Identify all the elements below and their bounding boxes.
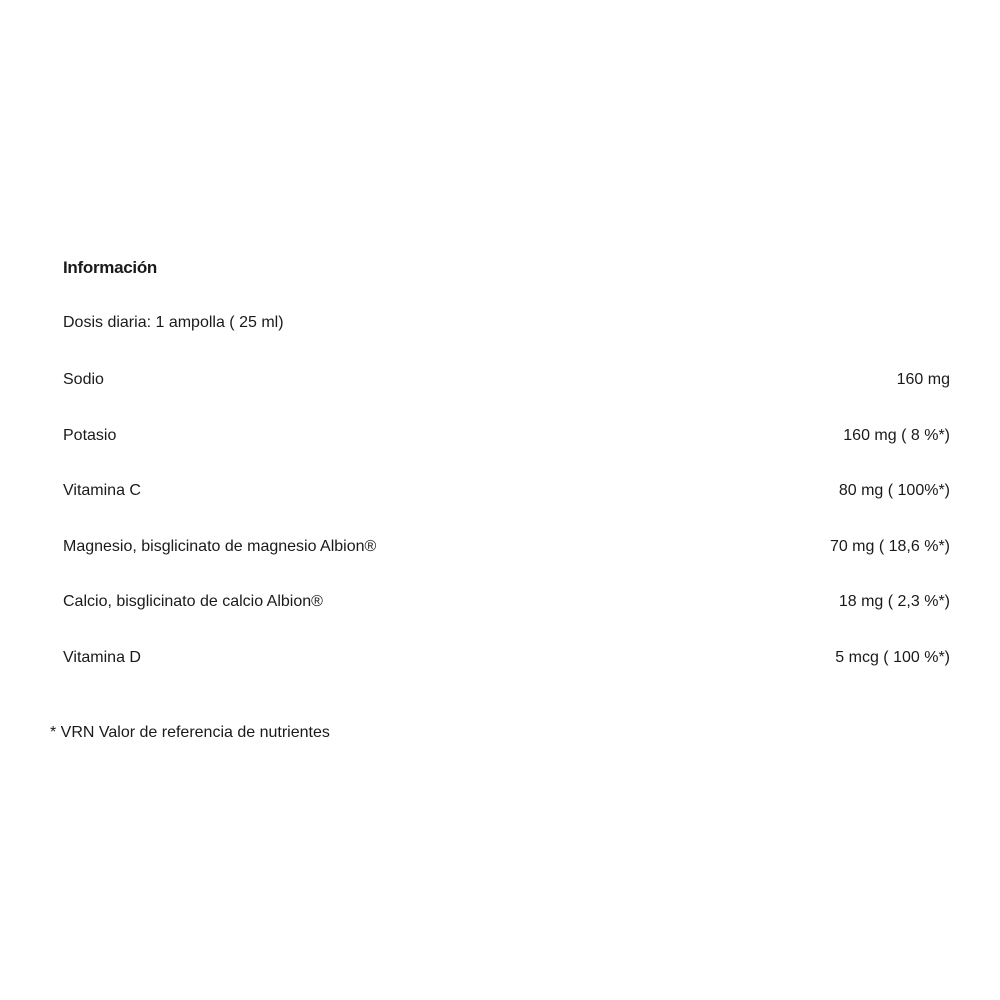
nutrient-name: Vitamina C bbox=[63, 482, 141, 499]
nutrient-name: Potasio bbox=[63, 426, 117, 444]
nutrient-row bbox=[63, 481, 950, 537]
nutrient-name: Sodio bbox=[63, 371, 104, 388]
nutrient-name: Vitamina D bbox=[63, 648, 141, 666]
nutrient-amount: 160 mg bbox=[896, 371, 950, 388]
nutrient-row bbox=[63, 370, 950, 426]
nutrient-amount: 5 mcg ( 100 %*) bbox=[835, 648, 950, 666]
nutrient-row bbox=[63, 648, 950, 704]
daily-dose-text: Dosis diaria: 1 ampolla ( 25 ml) bbox=[63, 314, 284, 331]
nutrient-name: Magnesio, bisglicinato de magnesio Albion® bbox=[63, 537, 377, 555]
footnote-text: * VRN Valor de referencia de nutrientes bbox=[50, 724, 330, 741]
nutrient-row bbox=[63, 537, 950, 593]
nutrient-row bbox=[63, 592, 950, 648]
section-title: Información bbox=[63, 258, 157, 277]
nutrient-amount: 70 mg ( 18,6 %*) bbox=[829, 537, 950, 555]
nutrient-row bbox=[63, 426, 950, 482]
nutrient-amount: 160 mg ( 8 %*) bbox=[843, 426, 950, 444]
nutrient-amount: 80 mg ( 100%*) bbox=[838, 482, 950, 499]
nutrient-name: Calcio, bisglicinato de calcio Albion® bbox=[63, 593, 323, 610]
nutrient-amount: 18 mg ( 2,3 %*) bbox=[838, 593, 950, 610]
nutrient-table bbox=[63, 370, 950, 703]
